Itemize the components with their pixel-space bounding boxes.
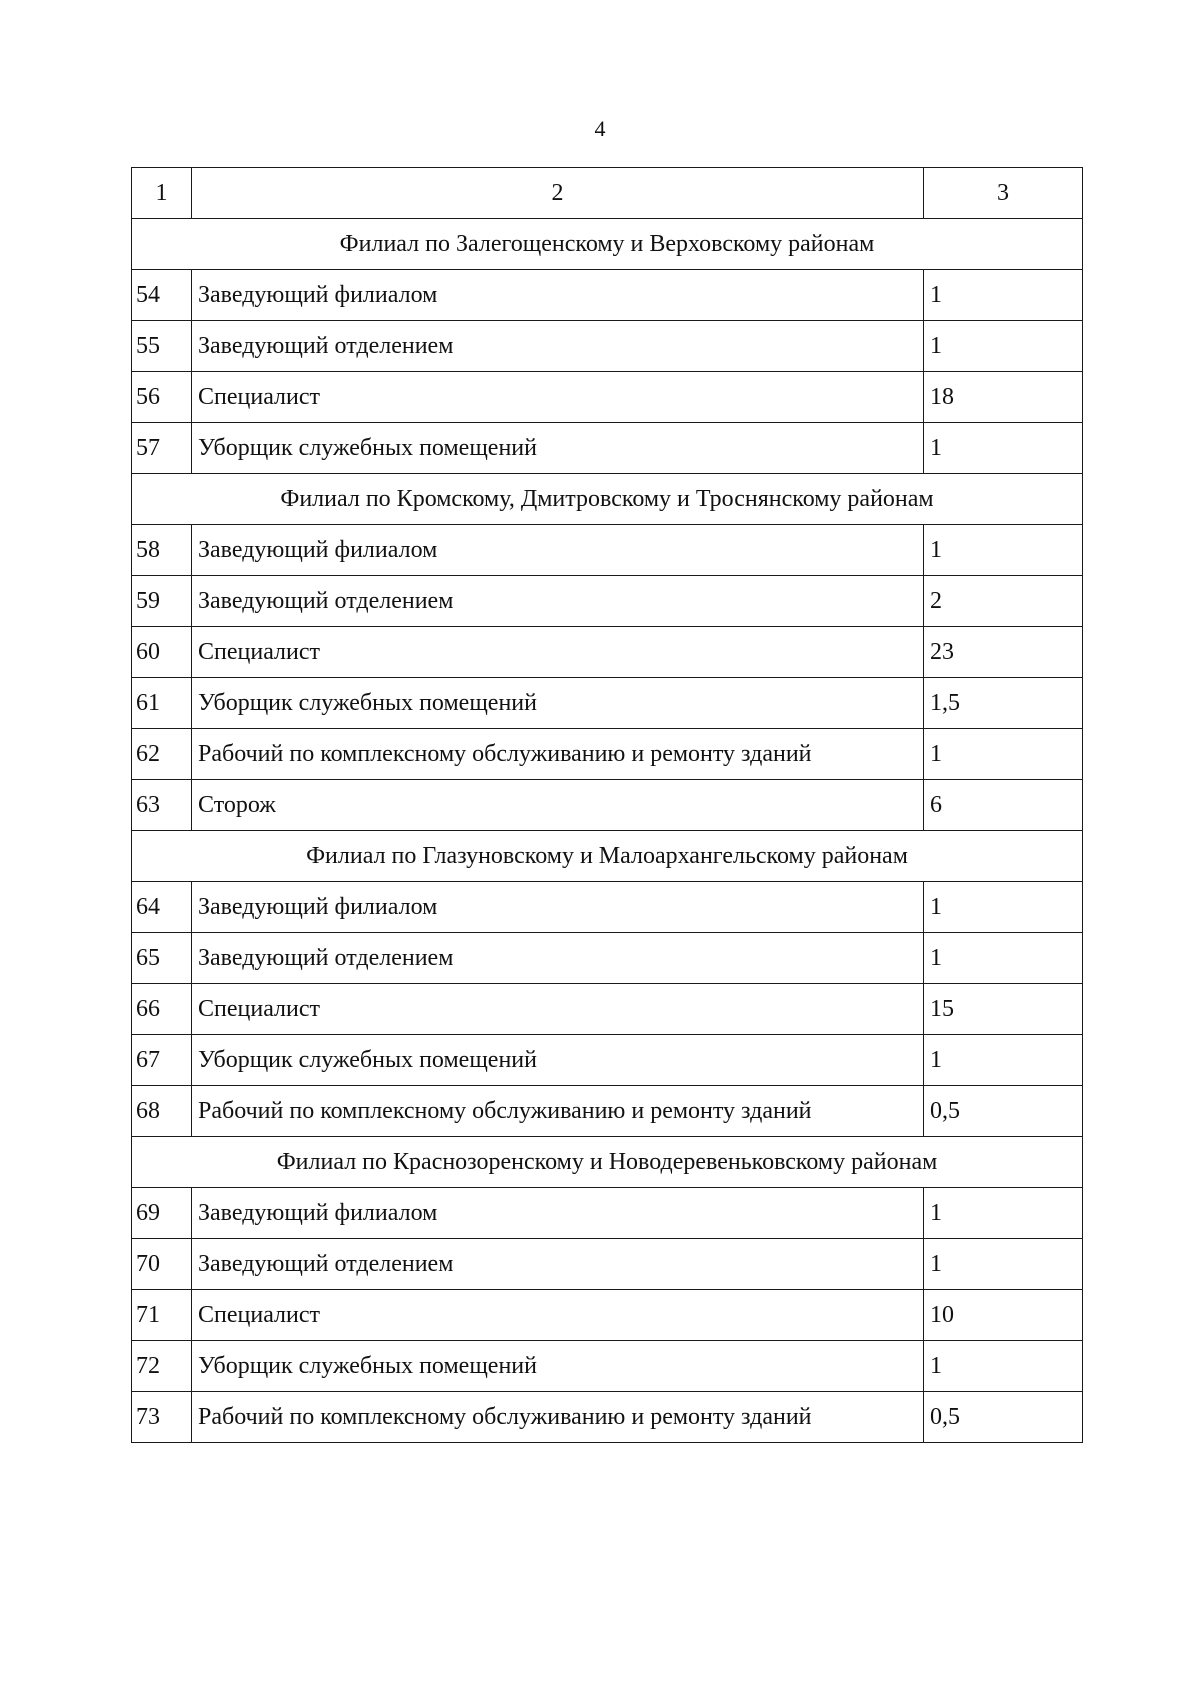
position-cell: Рабочий по комплексному обслуживанию и ремонту зданий xyxy=(192,729,924,780)
section-title: Филиал по Залегощенскому и Верховскому районам xyxy=(132,219,1083,270)
position-cell: Сторож xyxy=(192,780,924,831)
row-number-cell: 66 xyxy=(132,984,192,1035)
table-row xyxy=(132,1188,1083,1239)
row-number-cell: 70 xyxy=(132,1239,192,1290)
row-number-cell: 61 xyxy=(132,678,192,729)
row-number-cell: 68 xyxy=(132,1086,192,1137)
quantity-cell: 1,5 xyxy=(924,678,1083,729)
row-number-cell: 64 xyxy=(132,882,192,933)
table-row xyxy=(132,627,1083,678)
table-row xyxy=(132,933,1083,984)
quantity-cell: 6 xyxy=(924,780,1083,831)
table-row xyxy=(132,1392,1083,1443)
position-cell: Уборщик служебных помещений xyxy=(192,1035,924,1086)
table-row xyxy=(132,270,1083,321)
row-number-cell: 67 xyxy=(132,1035,192,1086)
table-row xyxy=(132,882,1083,933)
quantity-cell: 18 xyxy=(924,372,1083,423)
position-cell: Специалист xyxy=(192,984,924,1035)
position-cell: Специалист xyxy=(192,1290,924,1341)
position-cell: Заведующий отделением xyxy=(192,321,924,372)
table-row xyxy=(132,576,1083,627)
row-number-cell: 58 xyxy=(132,525,192,576)
header-row xyxy=(132,168,1083,219)
quantity-cell: 1 xyxy=(924,321,1083,372)
row-number-cell: 63 xyxy=(132,780,192,831)
position-cell: Заведующий отделением xyxy=(192,1239,924,1290)
section-header-row xyxy=(132,219,1083,270)
row-number-cell: 56 xyxy=(132,372,192,423)
quantity-cell: 1 xyxy=(924,933,1083,984)
quantity-cell: 1 xyxy=(924,1341,1083,1392)
quantity-cell: 1 xyxy=(924,423,1083,474)
table-row xyxy=(132,729,1083,780)
quantity-cell: 1 xyxy=(924,1188,1083,1239)
section-header-row xyxy=(132,474,1083,525)
quantity-cell: 23 xyxy=(924,627,1083,678)
position-cell: Заведующий отделением xyxy=(192,576,924,627)
quantity-cell: 0,5 xyxy=(924,1086,1083,1137)
quantity-cell: 2 xyxy=(924,576,1083,627)
position-cell: Заведующий филиалом xyxy=(192,525,924,576)
row-number-cell: 62 xyxy=(132,729,192,780)
position-cell: Специалист xyxy=(192,372,924,423)
quantity-cell: 15 xyxy=(924,984,1083,1035)
table-row xyxy=(132,525,1083,576)
quantity-cell: 1 xyxy=(924,1035,1083,1086)
quantity-cell: 10 xyxy=(924,1290,1083,1341)
position-cell: Уборщик служебных помещений xyxy=(192,678,924,729)
section-header-row xyxy=(132,831,1083,882)
section-title: Филиал по Глазуновскому и Малоархангельскому районам xyxy=(132,831,1083,882)
quantity-cell: 1 xyxy=(924,729,1083,780)
table-row xyxy=(132,1290,1083,1341)
table-row xyxy=(132,1086,1083,1137)
quantity-cell: 1 xyxy=(924,1239,1083,1290)
position-cell: Специалист xyxy=(192,627,924,678)
table-row xyxy=(132,372,1083,423)
row-number-cell: 59 xyxy=(132,576,192,627)
row-number-cell: 73 xyxy=(132,1392,192,1443)
row-number-cell: 71 xyxy=(132,1290,192,1341)
staff-table xyxy=(131,167,1083,1443)
row-number-cell: 54 xyxy=(132,270,192,321)
header-cell-position: 2 xyxy=(192,168,924,219)
quantity-cell: 1 xyxy=(924,270,1083,321)
row-number-cell: 69 xyxy=(132,1188,192,1239)
position-cell: Заведующий отделением xyxy=(192,933,924,984)
page-number: 4 xyxy=(594,116,606,141)
section-title: Филиал по Кромскому, Дмитровскому и Троснянскому районам xyxy=(132,474,1083,525)
table-row xyxy=(132,1341,1083,1392)
section-title: Филиал по Краснозоренскому и Новодеревеньковскому районам xyxy=(132,1137,1083,1188)
position-cell: Рабочий по комплексному обслуживанию и ремонту зданий xyxy=(192,1086,924,1137)
table-row xyxy=(132,321,1083,372)
position-cell: Заведующий филиалом xyxy=(192,1188,924,1239)
row-number-cell: 55 xyxy=(132,321,192,372)
position-cell: Заведующий филиалом xyxy=(192,882,924,933)
table-row xyxy=(132,780,1083,831)
header-cell-number: 1 xyxy=(132,168,192,219)
position-cell: Заведующий филиалом xyxy=(192,270,924,321)
table-row xyxy=(132,984,1083,1035)
position-cell: Рабочий по комплексному обслуживанию и ремонту зданий xyxy=(192,1392,924,1443)
row-number-cell: 72 xyxy=(132,1341,192,1392)
quantity-cell: 1 xyxy=(924,882,1083,933)
section-header-row xyxy=(132,1137,1083,1188)
table-row xyxy=(132,1035,1083,1086)
row-number-cell: 65 xyxy=(132,933,192,984)
row-number-cell: 60 xyxy=(132,627,192,678)
table-row xyxy=(132,678,1083,729)
header-cell-quantity: 3 xyxy=(924,168,1083,219)
table-body xyxy=(132,168,1083,1443)
position-cell: Уборщик служебных помещений xyxy=(192,423,924,474)
row-number-cell: 57 xyxy=(132,423,192,474)
position-cell: Уборщик служебных помещений xyxy=(192,1341,924,1392)
quantity-cell: 1 xyxy=(924,525,1083,576)
table-row xyxy=(132,1239,1083,1290)
table-row xyxy=(132,423,1083,474)
quantity-cell: 0,5 xyxy=(924,1392,1083,1443)
